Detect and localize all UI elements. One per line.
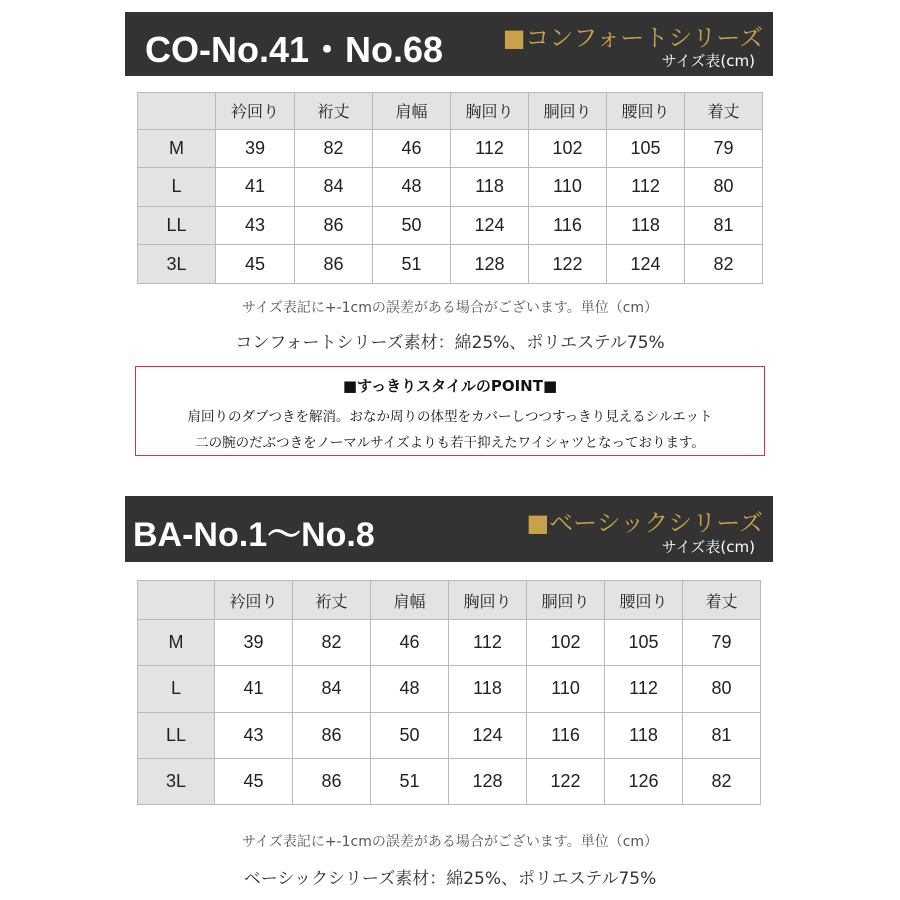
table-header-row	[138, 581, 761, 620]
column-header: 着丈	[683, 581, 761, 620]
measurement-cell: 126	[605, 758, 683, 804]
table-header-row	[138, 93, 763, 130]
measurement-cell: 105	[605, 620, 683, 666]
measurement-cell: 51	[371, 758, 449, 804]
measurement-cell: 50	[371, 712, 449, 758]
measurement-cell: 124	[449, 712, 527, 758]
measurement-cell: 86	[295, 245, 373, 284]
basic-banner	[125, 496, 773, 562]
column-header: 胴回り	[527, 581, 605, 620]
column-header: 腰回り	[607, 93, 685, 130]
size-label-cell: L	[138, 168, 216, 207]
measurement-cell: 84	[293, 666, 371, 712]
measurement-cell: 45	[215, 758, 293, 804]
size-label-cell: M	[138, 620, 215, 666]
measurement-cell: 105	[607, 129, 685, 168]
measurement-cell: 81	[683, 712, 761, 758]
measurement-cell: 124	[451, 206, 529, 245]
measurement-cell: 110	[527, 666, 605, 712]
comfort-series-title: ■コンフォートシリーズ	[502, 24, 763, 52]
measurement-cell: 102	[529, 129, 607, 168]
table-row	[138, 245, 763, 284]
measurement-cell: 86	[295, 206, 373, 245]
point-line-2: 二の腕のだぶつきをノーマルサイズよりも若干抑えたワイシャツとなっております。	[195, 435, 705, 451]
basic-material: ベーシックシリーズ素材：綿25%、ポリエステル75%	[243, 869, 657, 889]
measurement-cell: 48	[373, 168, 451, 207]
column-header: 肩幅	[371, 581, 449, 620]
measurement-cell: 124	[607, 245, 685, 284]
table-row	[138, 168, 763, 207]
measurement-cell: 102	[527, 620, 605, 666]
measurement-cell: 50	[373, 206, 451, 245]
table-row	[138, 620, 761, 666]
point-title: ■すっきりスタイルのPOINT■	[342, 377, 558, 395]
column-header: 裄丈	[293, 581, 371, 620]
measurement-cell: 110	[529, 168, 607, 207]
measurement-cell: 39	[215, 620, 293, 666]
basic-series-title: ■ベーシックシリーズ	[526, 509, 763, 537]
measurement-cell: 122	[527, 758, 605, 804]
table-row	[138, 206, 763, 245]
measurement-cell: 86	[293, 712, 371, 758]
measurement-cell: 45	[216, 245, 295, 284]
size-label-cell: L	[138, 666, 215, 712]
column-header: 衿回り	[215, 581, 293, 620]
column-header: 裄丈	[295, 93, 373, 130]
measurement-cell: 122	[529, 245, 607, 284]
measurement-cell: 82	[683, 758, 761, 804]
measurement-cell: 128	[451, 245, 529, 284]
size-label-cell: 3L	[138, 245, 216, 284]
basic-size-table	[137, 580, 761, 805]
comfort-banner	[125, 12, 773, 76]
measurement-cell: 128	[449, 758, 527, 804]
measurement-cell: 112	[451, 129, 529, 168]
measurement-cell: 118	[605, 712, 683, 758]
measurement-cell: 79	[683, 620, 761, 666]
measurement-cell: 82	[685, 245, 763, 284]
basic-tolerance-note: サイズ表記に+-1cmの誤差がある場合がございます。単位（cm）	[241, 834, 659, 850]
measurement-cell: 46	[371, 620, 449, 666]
size-label-cell: 3L	[138, 758, 215, 804]
comfort-tolerance-note: サイズ表記に+-1cmの誤差がある場合がございます。単位（cm）	[241, 300, 659, 316]
table-row	[138, 758, 761, 804]
measurement-cell: 116	[529, 206, 607, 245]
measurement-cell: 43	[215, 712, 293, 758]
measurement-cell: 86	[293, 758, 371, 804]
measurement-cell: 112	[607, 168, 685, 207]
size-label-cell: LL	[138, 712, 215, 758]
measurement-cell: 41	[216, 168, 295, 207]
comfort-size-label: サイズ表(cm)	[661, 52, 755, 70]
measurement-cell: 80	[685, 168, 763, 207]
basic-size-label: サイズ表(cm)	[661, 538, 755, 556]
measurement-cell: 84	[295, 168, 373, 207]
measurement-cell: 112	[605, 666, 683, 712]
comfort-model-code: CO-No.41・No.68	[145, 29, 444, 70]
size-label-cell: M	[138, 129, 216, 168]
size-label-cell: LL	[138, 206, 216, 245]
measurement-cell: 112	[449, 620, 527, 666]
measurement-cell: 79	[685, 129, 763, 168]
measurement-cell: 82	[295, 129, 373, 168]
table-corner-cell	[138, 93, 216, 130]
measurement-cell: 81	[685, 206, 763, 245]
column-header: 着丈	[685, 93, 763, 130]
table-row	[138, 666, 761, 712]
measurement-cell: 116	[527, 712, 605, 758]
measurement-cell: 41	[215, 666, 293, 712]
column-header: 胸回り	[449, 581, 527, 620]
column-header: 肩幅	[373, 93, 451, 130]
column-header: 胸回り	[451, 93, 529, 130]
measurement-cell: 80	[683, 666, 761, 712]
table-corner-cell	[138, 581, 215, 620]
comfort-material: コンフォートシリーズ素材：綿25%、ポリエステル75%	[235, 333, 665, 353]
measurement-cell: 51	[373, 245, 451, 284]
column-header: 腰回り	[605, 581, 683, 620]
measurement-cell: 118	[607, 206, 685, 245]
column-header: 衿回り	[216, 93, 295, 130]
measurement-cell: 43	[216, 206, 295, 245]
point-line-1: 肩回りのダブつきを解消。おなか周りの体型をカバーしつつすっきり見えるシルエット	[187, 409, 713, 425]
table-row	[138, 712, 761, 758]
measurement-cell: 48	[371, 666, 449, 712]
column-header: 胴回り	[529, 93, 607, 130]
basic-model-code: BA-No.1〜No.8	[133, 516, 375, 554]
measurement-cell: 118	[449, 666, 527, 712]
measurement-cell: 82	[293, 620, 371, 666]
measurement-cell: 118	[451, 168, 529, 207]
measurement-cell: 39	[216, 129, 295, 168]
measurement-cell: 46	[373, 129, 451, 168]
point-box	[135, 366, 765, 456]
comfort-size-table	[137, 92, 763, 284]
table-row	[138, 129, 763, 168]
